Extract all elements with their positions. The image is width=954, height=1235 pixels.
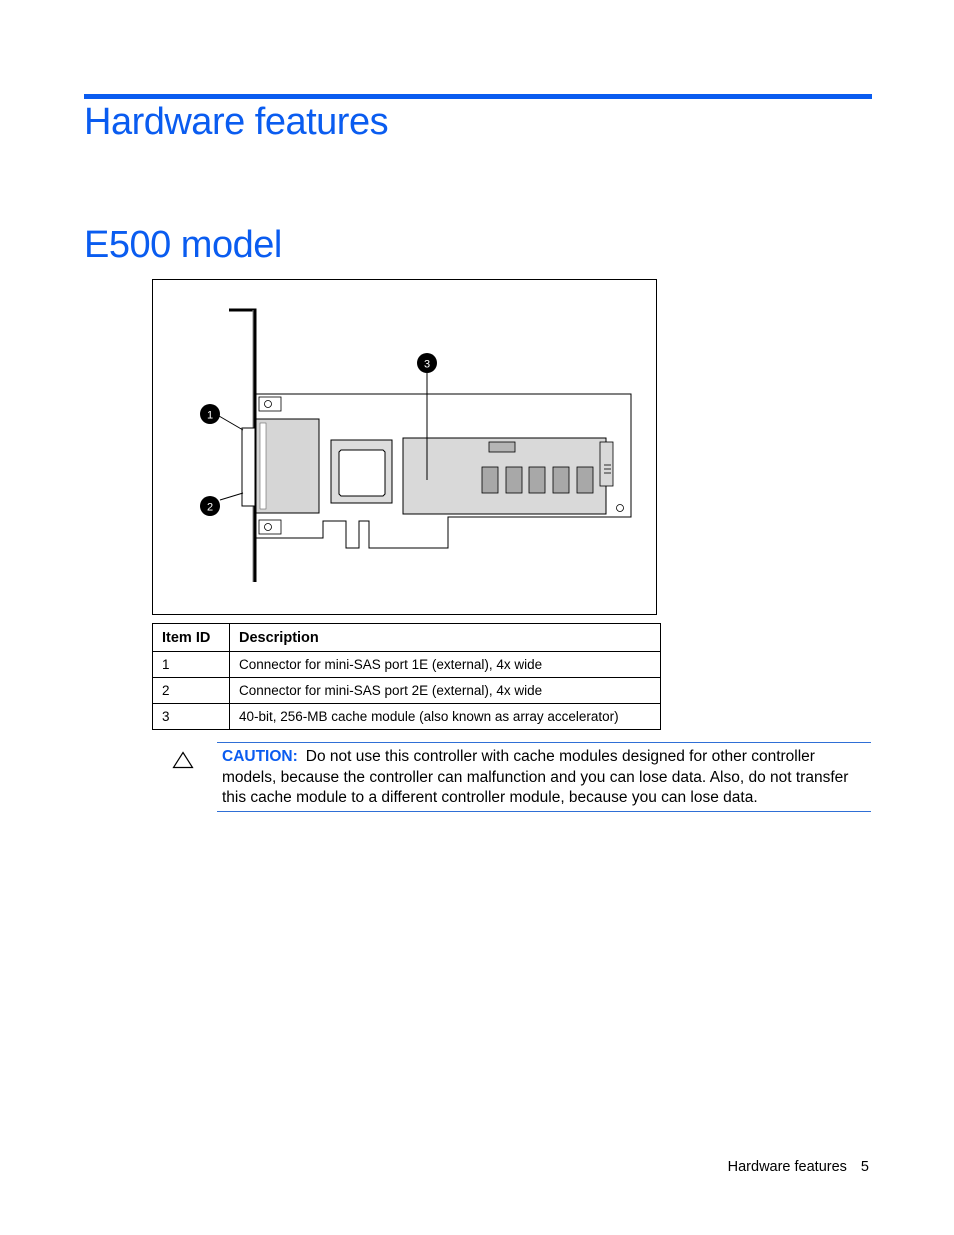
table-row <box>153 652 661 678</box>
controller-figure <box>152 279 657 615</box>
item-description: Connector for mini-SAS port 1E (external), 4x wide <box>230 652 661 678</box>
callout-3-label: 3 <box>423 358 431 371</box>
callout-2-label: 2 <box>206 501 214 514</box>
item-id: 2 <box>153 678 230 704</box>
item-id: 3 <box>153 704 230 730</box>
callout-3 <box>417 353 437 373</box>
controller-illustration <box>153 280 658 616</box>
callout-2 <box>200 496 220 516</box>
callout-1 <box>200 404 220 424</box>
heading-rule <box>84 94 872 99</box>
caution-label: CAUTION: <box>222 748 298 765</box>
item-description: 40-bit, 256-MB cache module (also known as array accelerator) <box>230 704 661 730</box>
caution-text: Do not use this controller with cache modules designed for other controller models, because the controller can malfunction and you can lose data. Also, do not transfer this cache module to a different controller module, because you can lose data. <box>222 748 849 806</box>
table-row <box>153 678 661 704</box>
table-header-row <box>153 624 661 652</box>
caution-paragraph <box>222 747 870 809</box>
item-id: 1 <box>153 652 230 678</box>
screw-tab-bottom <box>259 520 281 534</box>
item-table <box>152 623 661 730</box>
page-title: Hardware features <box>84 101 389 143</box>
callout-1-label: 1 <box>206 409 214 422</box>
item-description: Connector for mini-SAS port 2E (external), 4x wide <box>230 678 661 704</box>
screw-tab-top <box>259 397 281 411</box>
header-item-id: Item ID <box>153 624 230 652</box>
header-description: Description <box>230 624 661 652</box>
mini-sas-port-connector <box>242 428 255 506</box>
table-row <box>153 704 661 730</box>
battery-connector <box>600 442 613 486</box>
footer-section: Hardware features <box>727 1159 847 1175</box>
page-number: 5 <box>860 1159 869 1175</box>
page-footer <box>728 1159 869 1175</box>
section-title: E500 model <box>84 224 282 266</box>
caution-triangle-icon <box>172 751 194 769</box>
board-hole-icon <box>617 505 624 512</box>
